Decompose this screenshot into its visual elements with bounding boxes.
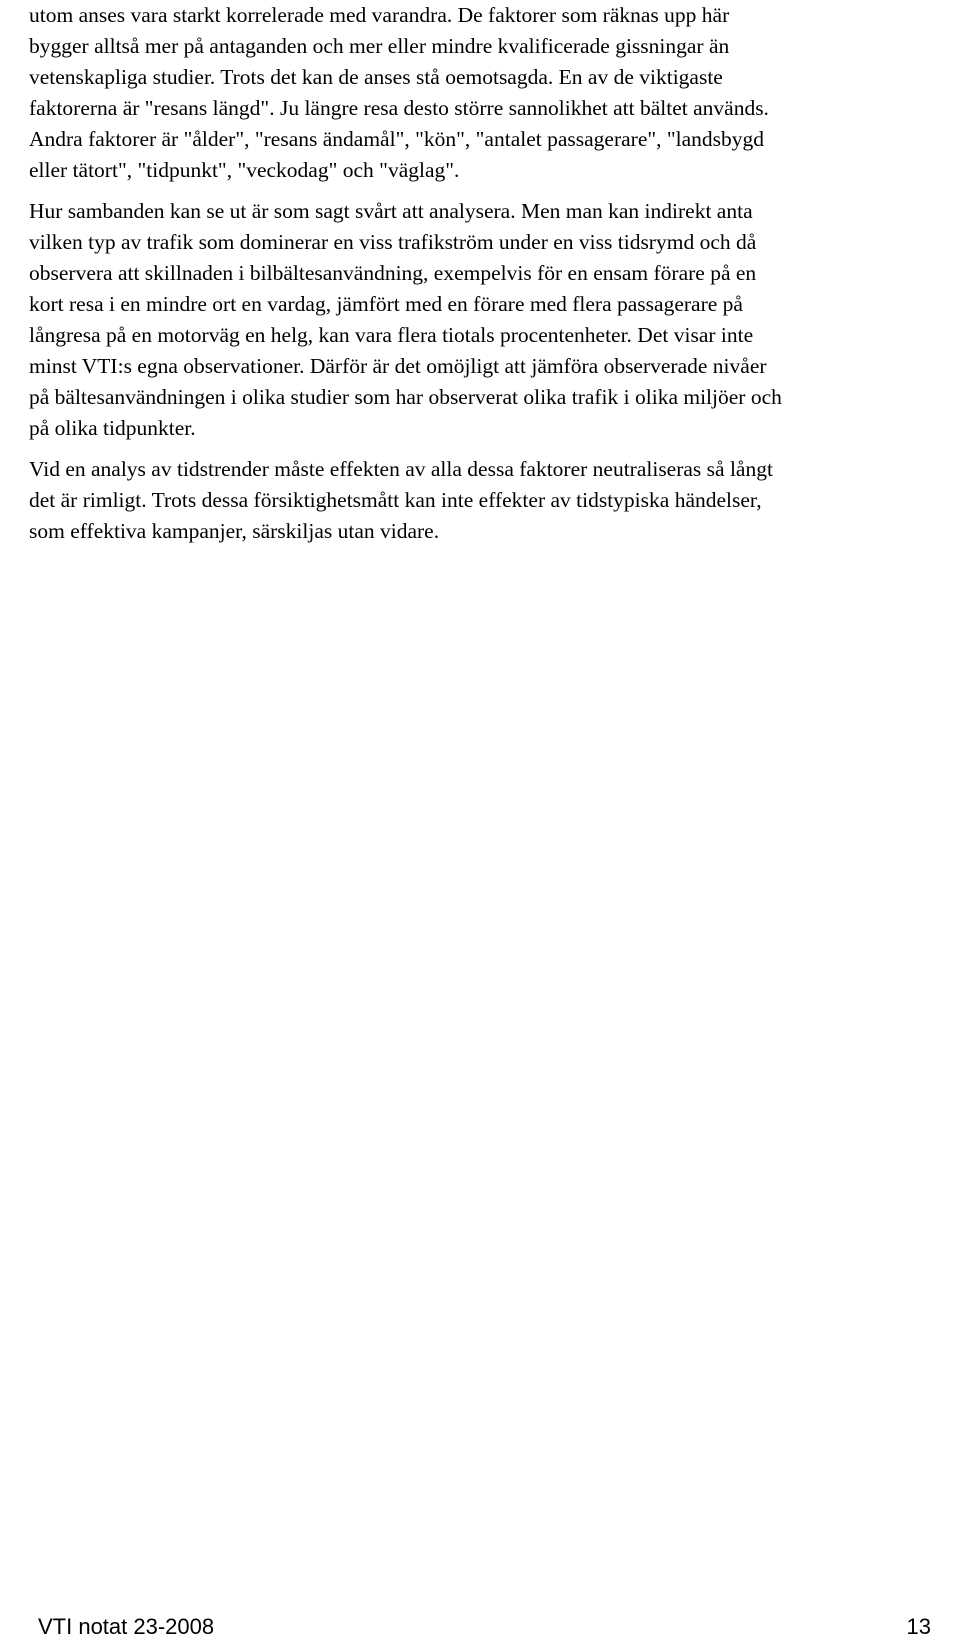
text-line: Hur sambanden kan se ut är som sagt svårt att analysera. Men man kan indirekt anta bbox=[29, 199, 753, 223]
text-line: bygger alltså mer på antaganden och mer eller mindre kvalificerade gissningar än bbox=[29, 34, 730, 58]
text-line: som effektiva kampanjer, särskiljas utan vidare. bbox=[29, 519, 440, 543]
text-line: utom anses vara starkt korrelerade med varandra. De faktorer som räknas upp här bbox=[29, 3, 730, 27]
publication-label: VTI notat 23-2008 bbox=[38, 1614, 215, 1639]
body-text bbox=[29, 0, 939, 547]
paragraph-spacer bbox=[29, 186, 939, 196]
text-line: det är rimligt. Trots dessa försiktighetsmått kan inte effekter av tidstypiska händelser, bbox=[29, 488, 762, 512]
text-line: eller tätort", "tidpunkt", "veckodag" och "väglag". bbox=[29, 158, 460, 182]
text-line: vetenskapliga studier. Trots det kan de anses stå oemotsagda. En av de viktigaste bbox=[29, 65, 723, 89]
text-line: faktorerna är "resans längd". Ju längre resa desto större sannolikhet att bältet används. bbox=[29, 96, 769, 120]
text-line: observera att skillnaden i bilbältesanvändning, exempelvis för en ensam förare på en bbox=[29, 261, 757, 285]
text-line: Andra faktorer är "ålder", "resans ändamål", "kön", "antalet passagerare", "landsbygd bbox=[29, 127, 765, 151]
page-number: 13 bbox=[906, 1614, 931, 1639]
text-line: Vid en analys av tidstrender måste effekten av alla dessa faktorer neutraliseras så långt bbox=[29, 457, 773, 481]
paragraph-3 bbox=[29, 454, 939, 547]
paragraph-1 bbox=[29, 0, 939, 186]
text-line: kort resa i en mindre ort en vardag, jämfört med en förare med flera passagerare på bbox=[29, 292, 743, 316]
text-line: minst VTI:s egna observationer. Därför är det omöjligt att jämföra observerade nivåer bbox=[29, 354, 767, 378]
text-line: på olika tidpunkter. bbox=[29, 416, 196, 440]
page-footer bbox=[38, 1612, 931, 1642]
paragraph-2 bbox=[29, 196, 939, 444]
text-line: vilken typ av trafik som dominerar en viss trafikström under en viss tidsrymd och då bbox=[29, 230, 757, 254]
text-line: på bältesanvändningen i olika studier som har observerat olika trafik i olika miljöer och bbox=[29, 385, 782, 409]
text-line: långresa på en motorväg en helg, kan vara flera tiotals procentenheter. Det visar inte bbox=[29, 323, 754, 347]
paragraph-spacer bbox=[29, 444, 939, 454]
